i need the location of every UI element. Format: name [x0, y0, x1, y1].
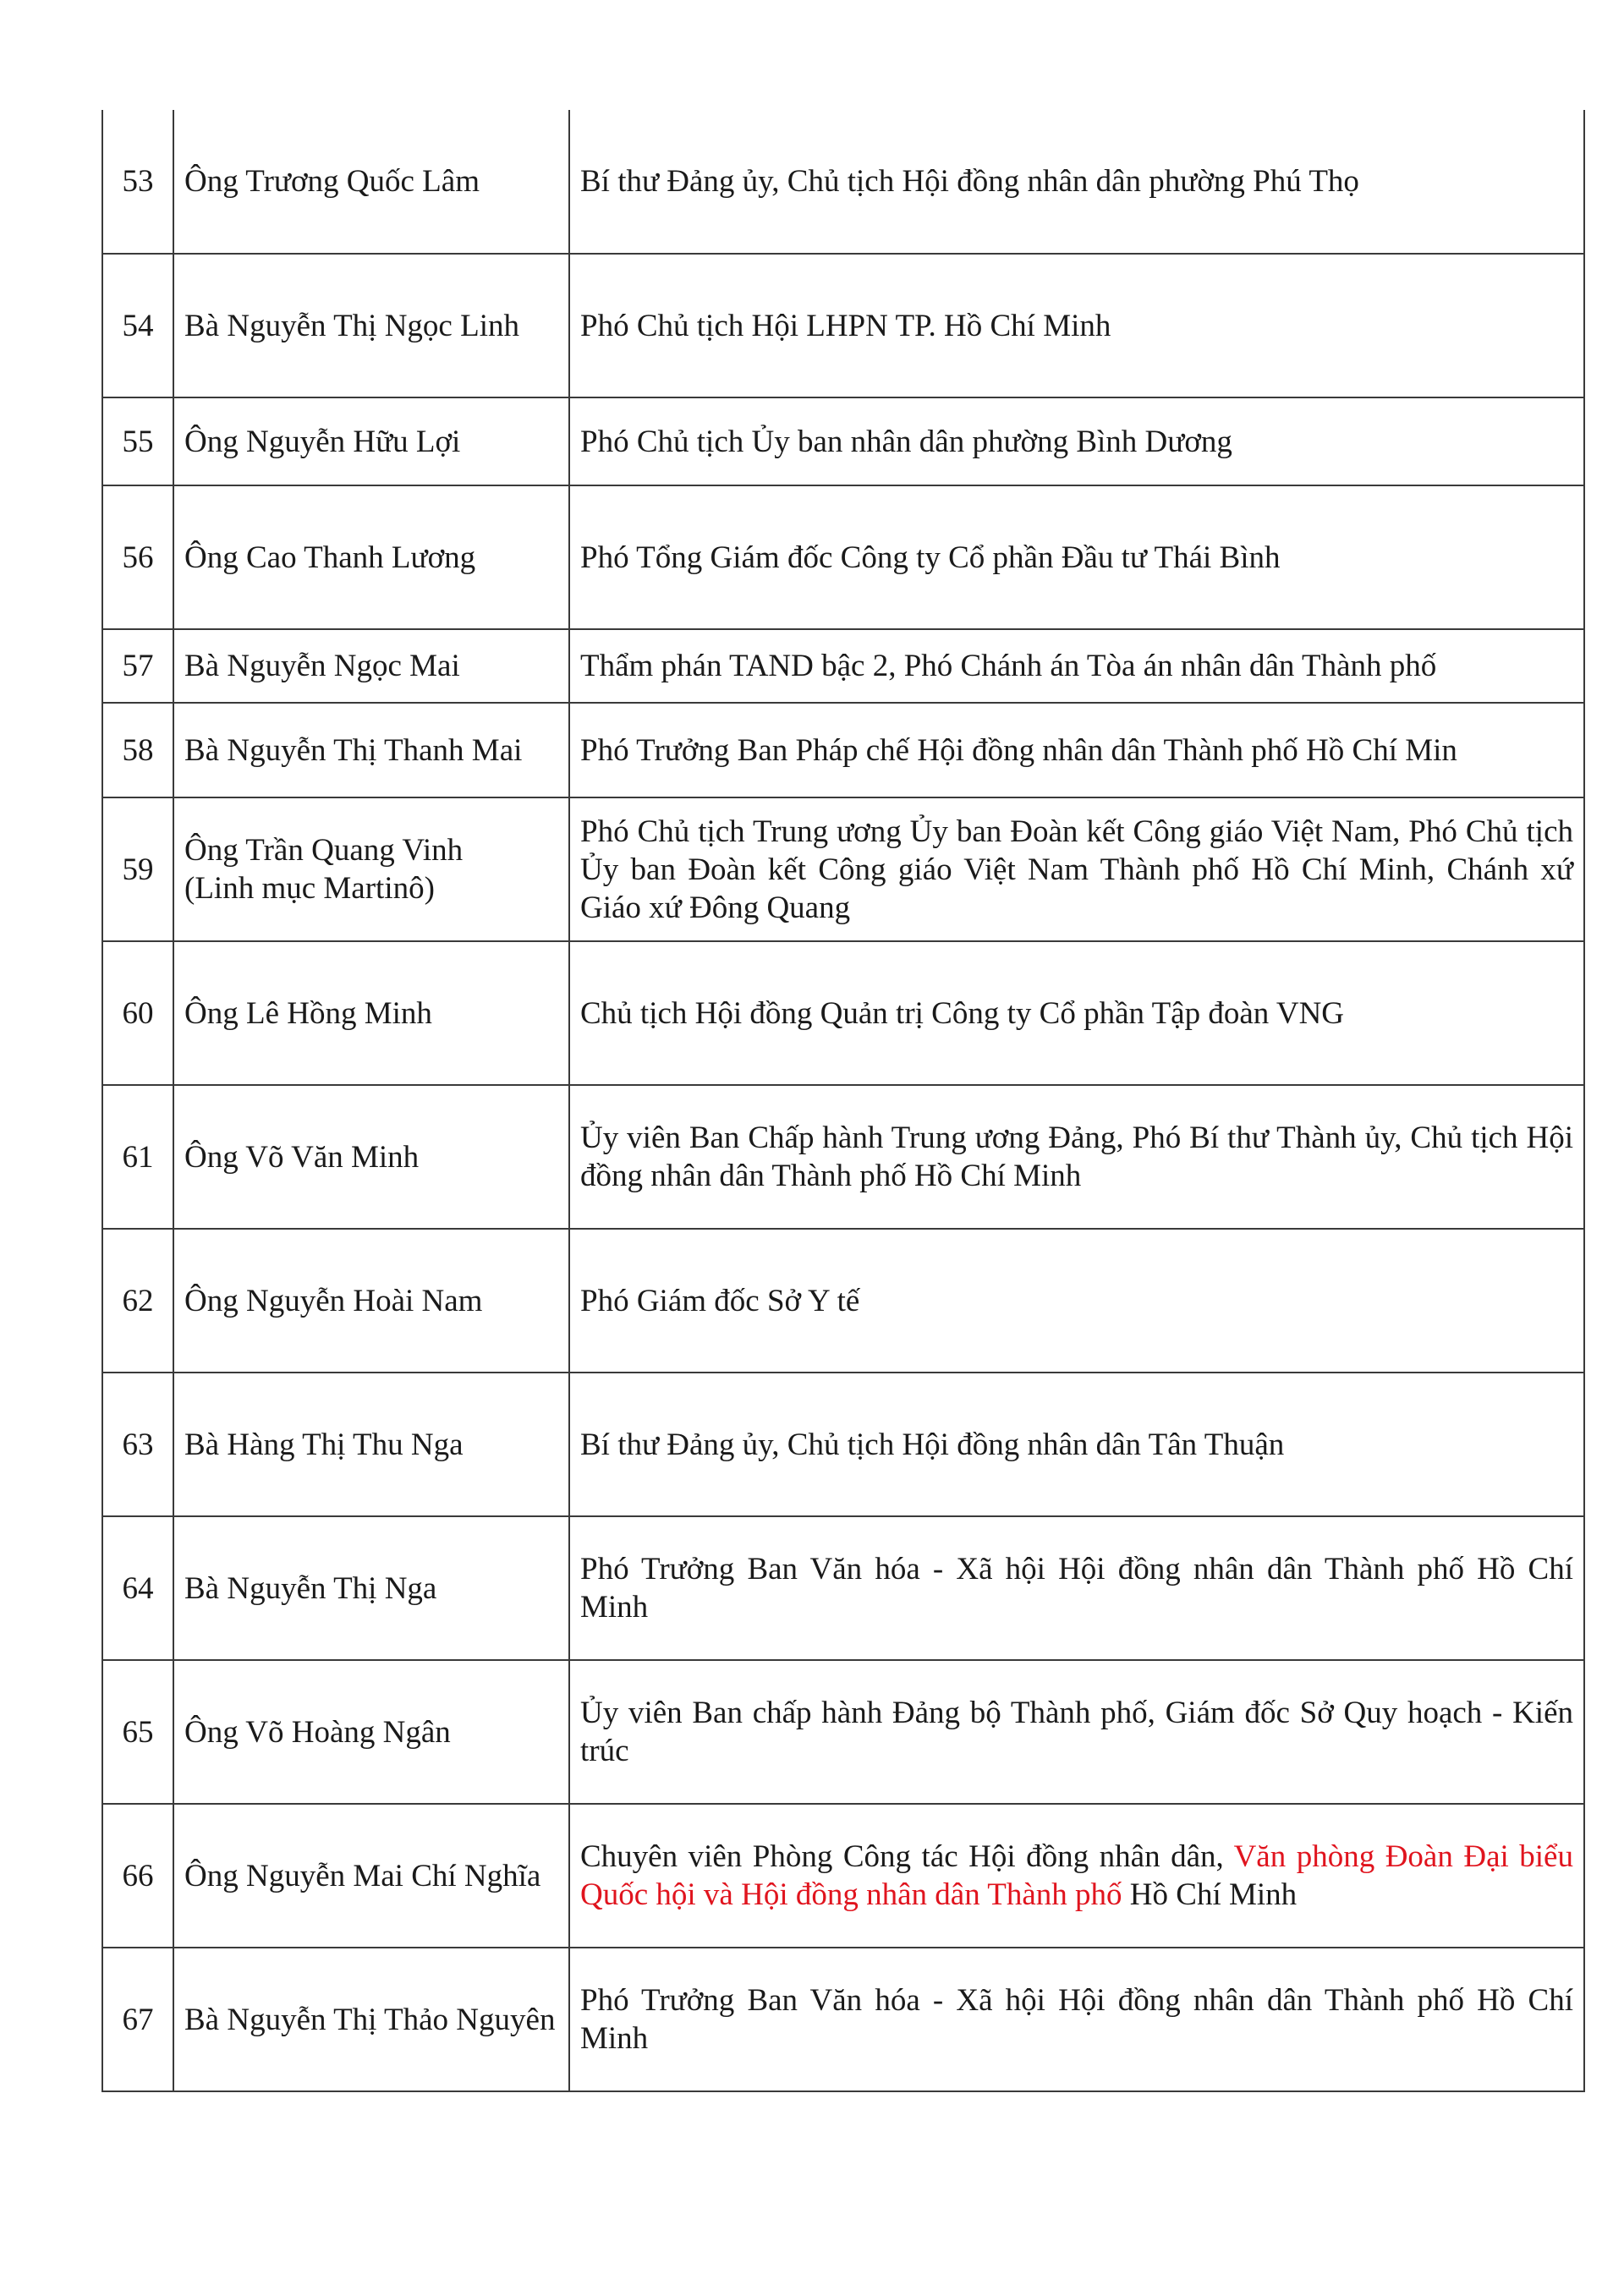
row-number: 63	[102, 1373, 173, 1516]
table-row	[102, 797, 1584, 941]
table-row	[102, 397, 1584, 485]
row-number: 58	[102, 703, 173, 797]
delegate-name: Bà Nguyễn Thị Thanh Mai	[173, 703, 569, 797]
position-text: Chuyên viên Phòng Công tác Hội đồng nhân dân,	[580, 1839, 1234, 1874]
delegate-name: Bà Nguyễn Thị Ngọc Linh	[173, 254, 569, 397]
table-row	[102, 941, 1584, 1085]
delegate-position: Phó Tổng Giám đốc Công ty Cổ phần Đầu tư Thái Bình	[569, 485, 1584, 629]
delegate-position: Phó Trưởng Ban Văn hóa - Xã hội Hội đồng nhân dân Thành phố Hồ Chí Minh	[569, 1948, 1584, 2091]
delegate-name-note: (Linh mục Martinô)	[184, 871, 435, 906]
table-row	[102, 1948, 1584, 2091]
delegate-position: Thẩm phán TAND bậc 2, Phó Chánh án Tòa án nhân dân Thành phố	[569, 629, 1584, 703]
table-row	[102, 485, 1584, 629]
delegate-position: Phó Chủ tịch Ủy ban nhân dân phường Bình Dương	[569, 397, 1584, 485]
delegate-name: Ông Trương Quốc Lâm	[173, 110, 569, 254]
position-text-highlighted: Văn phòng Đoàn Đại biểu Quốc hội và Hội đồng nhân dân Thành phố	[580, 1839, 1573, 1912]
delegate-position: Phó Giám đốc Sở Y tế	[569, 1229, 1584, 1373]
delegate-name-cell	[173, 797, 569, 941]
table-row	[102, 1516, 1584, 1660]
table-row	[102, 1660, 1584, 1804]
row-number: 59	[102, 797, 173, 941]
table-row	[102, 1085, 1584, 1229]
row-number: 67	[102, 1948, 173, 2091]
table-row	[102, 254, 1584, 397]
delegate-position: Phó Chủ tịch Hội LHPN TP. Hồ Chí Minh	[569, 254, 1584, 397]
table-row	[102, 1229, 1584, 1373]
delegate-table	[102, 110, 1585, 2092]
delegate-position: Bí thư Đảng ủy, Chủ tịch Hội đồng nhân dân Tân Thuận	[569, 1373, 1584, 1516]
delegate-position: Phó Trưởng Ban Pháp chế Hội đồng nhân dân Thành phố Hồ Chí Min	[569, 703, 1584, 797]
delegate-name: Ông Võ Hoàng Ngân	[173, 1660, 569, 1804]
table-row	[102, 703, 1584, 797]
row-number: 53	[102, 110, 173, 254]
row-number: 65	[102, 1660, 173, 1804]
delegate-name: Ông Nguyễn Hữu Lợi	[173, 397, 569, 485]
row-number: 55	[102, 397, 173, 485]
delegate-name: Ông Nguyễn Hoài Nam	[173, 1229, 569, 1373]
delegate-name: Ông Nguyễn Mai Chí Nghĩa	[173, 1804, 569, 1948]
delegate-position	[569, 1804, 1584, 1948]
table-row	[102, 1373, 1584, 1516]
table-row	[102, 1804, 1584, 1948]
delegate-name: Bà Nguyễn Ngọc Mai	[173, 629, 569, 703]
delegate-name: Bà Nguyễn Thị Thảo Nguyên	[173, 1948, 569, 2091]
delegate-name: Bà Hàng Thị Thu Nga	[173, 1373, 569, 1516]
row-number: 66	[102, 1804, 173, 1948]
row-number: 61	[102, 1085, 173, 1229]
delegate-name: Ông Võ Văn Minh	[173, 1085, 569, 1229]
delegate-name: Ông Lê Hồng Minh	[173, 941, 569, 1085]
delegate-position: Bí thư Đảng ủy, Chủ tịch Hội đồng nhân dân phường Phú Thọ	[569, 110, 1584, 254]
row-number: 54	[102, 254, 173, 397]
delegate-position: Phó Trưởng Ban Văn hóa - Xã hội Hội đồng nhân dân Thành phố Hồ Chí Minh	[569, 1516, 1584, 1660]
delegate-name: Bà Nguyễn Thị Nga	[173, 1516, 569, 1660]
delegate-position: Ủy viên Ban chấp hành Đảng bộ Thành phố, Giám đốc Sở Quy hoạch - Kiến trúc	[569, 1660, 1584, 1804]
table-row	[102, 110, 1584, 254]
position-text-end: Hồ Chí Minh	[1122, 1877, 1298, 1912]
row-number: 56	[102, 485, 173, 629]
row-number: 60	[102, 941, 173, 1085]
delegate-position: Chủ tịch Hội đồng Quản trị Công ty Cổ phần Tập đoàn VNG	[569, 941, 1584, 1085]
delegate-name: Ông Trần Quang Vinh	[184, 833, 464, 868]
row-number: 62	[102, 1229, 173, 1373]
table-row	[102, 629, 1584, 703]
row-number: 57	[102, 629, 173, 703]
delegate-name: Ông Cao Thanh Lương	[173, 485, 569, 629]
delegate-position: Ủy viên Ban Chấp hành Trung ương Đảng, Phó Bí thư Thành ủy, Chủ tịch Hội đồng nhân dân Thành phố Hồ Chí Minh	[569, 1085, 1584, 1229]
row-number: 64	[102, 1516, 173, 1660]
delegate-position: Phó Chủ tịch Trung ương Ủy ban Đoàn kết Công giáo Việt Nam, Phó Chủ tịch Ủy ban Đoàn kết Công giáo Việt Nam Thành phố Hồ Chí Minh, Chánh xứ Giáo xứ Đông Quang	[569, 797, 1584, 941]
